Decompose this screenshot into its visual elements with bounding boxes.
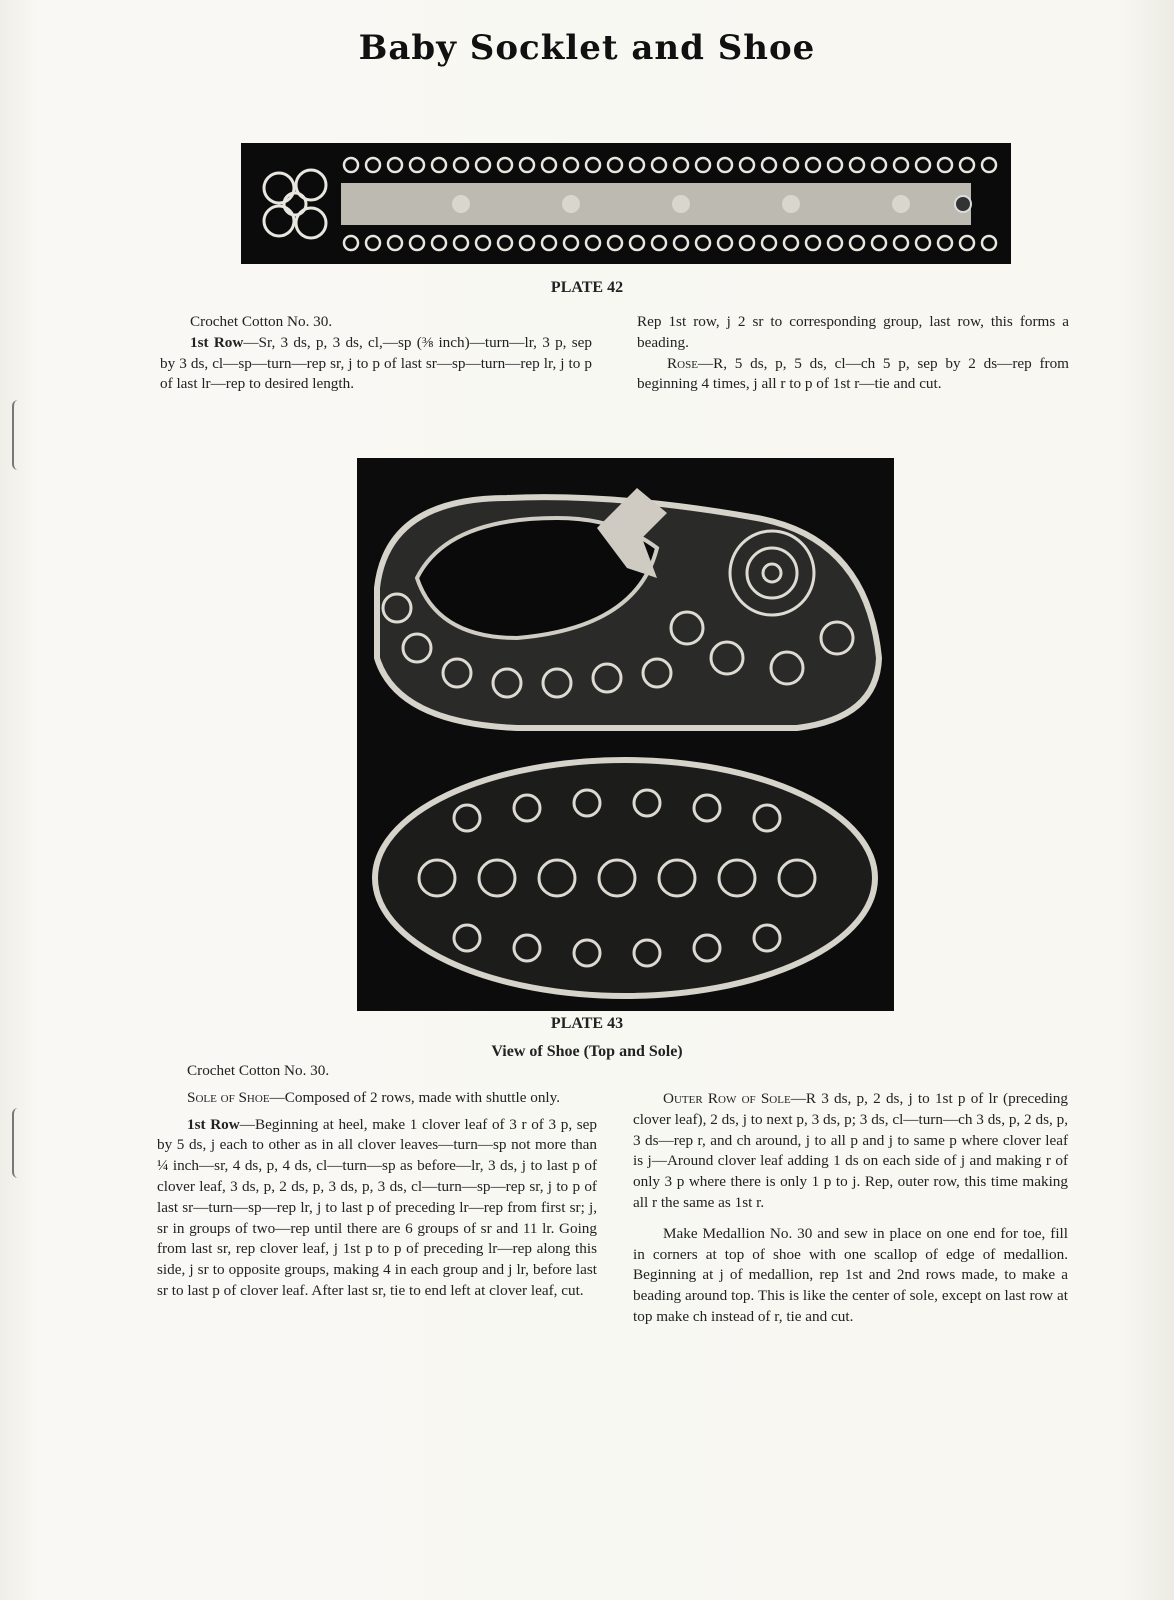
plate-43-subtitle: View of Shoe (Top and Sole)	[491, 1043, 683, 1060]
sole-instructions-left	[157, 1061, 597, 1302]
plate-43-label: PLATE 43	[550, 1015, 624, 1032]
instruction-paragraph	[633, 1089, 1068, 1214]
instruction-paragraph	[637, 354, 1069, 396]
instruction-text: —Beginning at heel, make 1 clover leaf of 3 r of 3 p, sep by 5 ds, j each to other as in all clover leaves—turn—sp not more than ¼ inch—sr, 4 ds, p, 4 ds, cl—turn—sp as before—lr, 3 ds, j to last p of clover leaf, 3 ds, p, 2 ds, p, 3 ds, p, 3 ds, cl—turn—sp—rep sr, j to p of last sr—turn—sp—rep lr, j to last p of preceding lr—rep from first sr; j, sr in groups of two—rep until there are 6 groups of sr and 11 lr. Going from last sr, rep clover leaf, j 1st p to p of preceding lr—rep along this side, j sr to opposite groups, making 4 in each group and j lr, before last sr to last p of clover leaf. After last sr, tie to end left at clover leaf, cut.	[157, 1115, 598, 1299]
instruction-text: —R, 5 ds, p, 5 ds, cl—ch 5 p, sep by 2 ds—rep from beginning 4 times, j all r to p of 1st r—tie and cut.	[637, 354, 1069, 393]
thread-spec: Crochet Cotton No. 30.	[187, 1062, 330, 1079]
row-heading: 1st Row	[187, 1115, 240, 1133]
instruction-paragraph: Rep 1st row, j 2 sr to corresponding group, last row, this forms a beading.	[637, 313, 1069, 351]
instruction-paragraph	[157, 1088, 597, 1109]
plate-43-image	[357, 458, 894, 1011]
instruction-text: —R 3 ds, p, 2 ds, j to 1st p of lr (preceding clover leaf), 2 ds, j to next p, 3 ds, p; 3 ds, cl—turn—ch 3 ds, p, 2 ds, p, 3 ds—rep r, and ch around, j to all p and j to same p where clover leaf is j—Around clover leaf adding 1 ds on each side of j and making r of only 3 p where there is only 1 p to j. Rep, outer row, this time making all r the same as 1st r.	[633, 1090, 1068, 1211]
socklet-band-illustration	[241, 143, 1011, 264]
instruction-text: —Composed of 2 rows, made with shuttle only.	[269, 1088, 561, 1106]
instruction-text: —Sr, 3 ds, p, 3 ds, cl,—sp (⅜ inch)—turn—lr, 3 p, sep by 3 ds, cl—sp—turn—rep sr, j to p of last sr—sp—turn—rep lr, j to p of last lr—rep to desired length.	[160, 333, 592, 393]
instruction-paragraph	[160, 333, 592, 395]
sole-instructions-right	[633, 1089, 1068, 1328]
plate-42-instructions-right	[637, 312, 1069, 395]
plate-42-instructions-left	[160, 312, 592, 395]
plate-42-image	[241, 143, 1011, 264]
instruction-paragraph	[157, 1115, 597, 1302]
section-heading: Sole of Shoe	[187, 1088, 270, 1106]
plate-42-label: PLATE 42	[550, 279, 624, 296]
row-heading: 1st Row	[190, 333, 244, 351]
binding-staple	[12, 400, 24, 470]
section-heading: Outer Row of Sole	[663, 1090, 791, 1107]
thread-spec: Crochet Cotton No. 30.	[190, 313, 333, 330]
instruction-paragraph: Make Medallion No. 30 and sew in place on one end for toe, fill in corners at top of shoe with one scallop of edge of medallion. Beginning at j of medallion, rep 1st and 2nd rows made, to make a beading around top. This is like the center of sole, except on last row at top make ch instead of r, tie and cut.	[633, 1224, 1068, 1325]
page-title: Baby Socklet and Shoe	[358, 28, 816, 68]
binding-staple	[12, 1108, 24, 1178]
baby-shoe-illustration	[357, 458, 894, 1011]
row-heading: Rose	[667, 354, 698, 372]
